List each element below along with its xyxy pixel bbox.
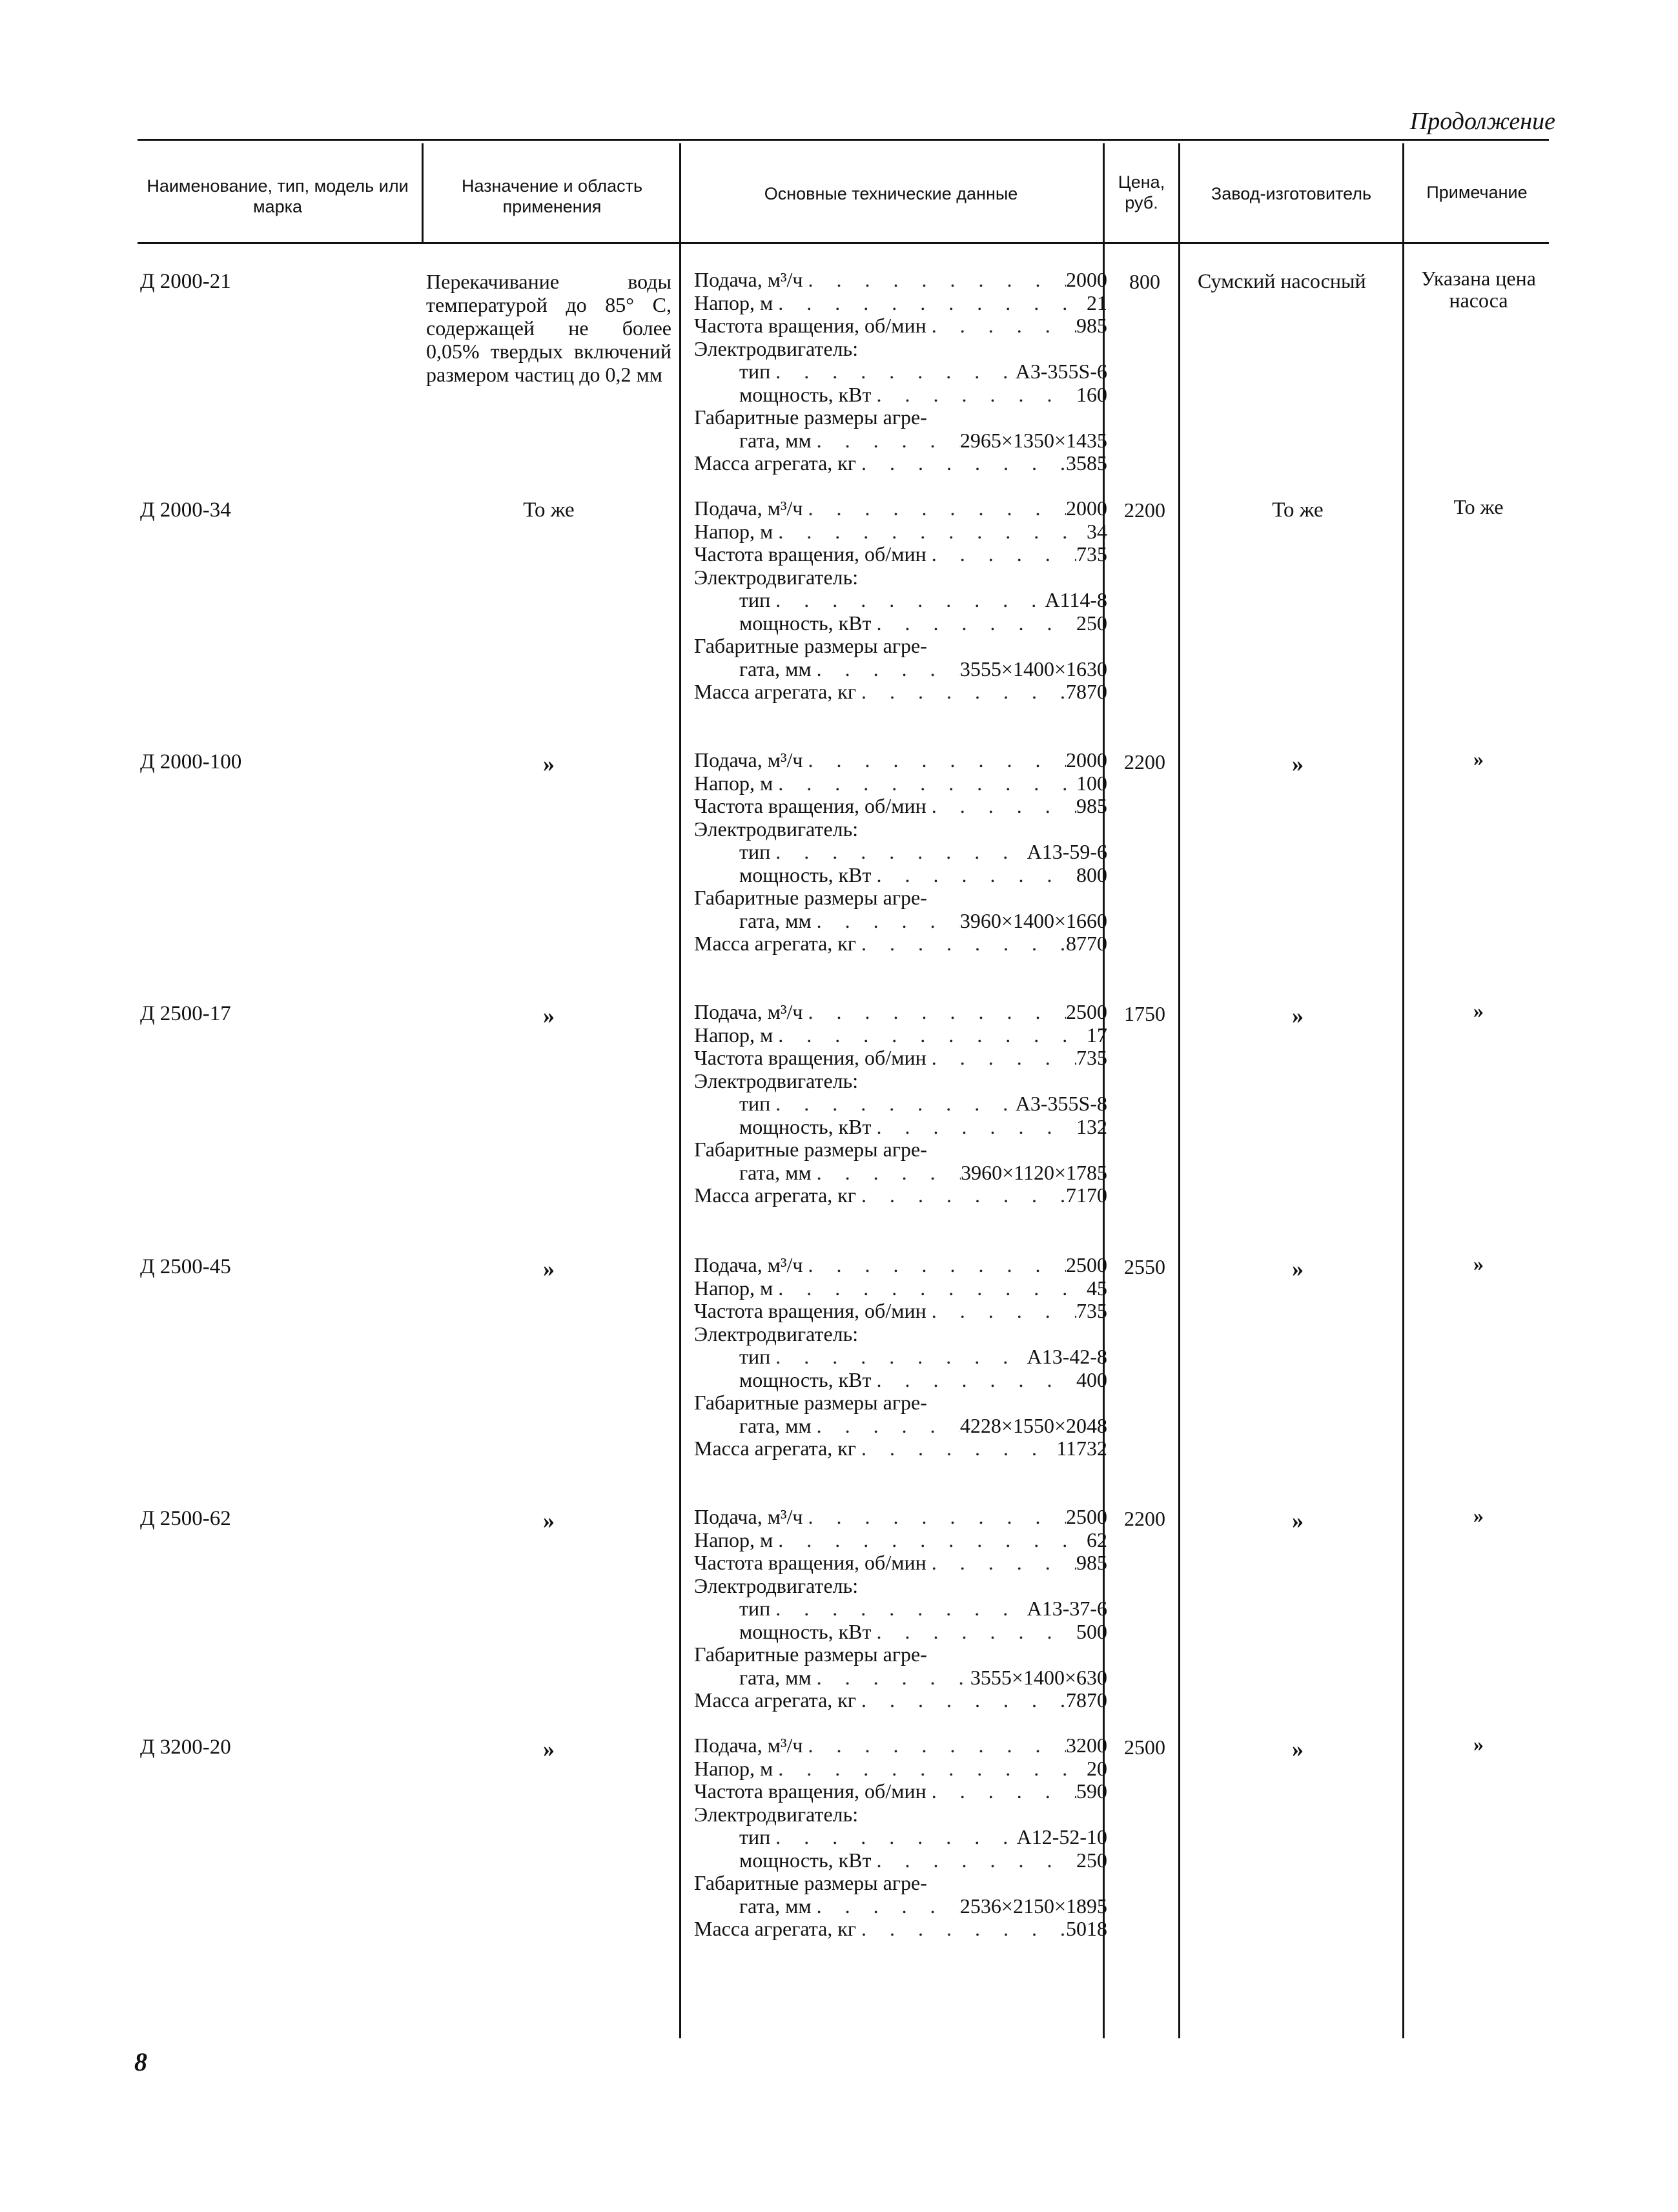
price-cell: 2200 (1124, 1507, 1165, 1530)
spec-rpm-label: Частота вращения, об/мин (694, 1551, 926, 1574)
spec-motor-label: Электродвигатель: (694, 336, 859, 360)
leader-dots (812, 429, 960, 453)
spec-flow-label: Подача, м³/ч (694, 1000, 803, 1023)
leader-dots (926, 1300, 1076, 1323)
spec-rpm (694, 1300, 1107, 1323)
spec-dims-label: гата, мм (739, 1894, 812, 1918)
spec-motor-type (694, 1092, 1107, 1116)
factory-cell: То же (1272, 498, 1324, 522)
spec-motor-type (694, 1597, 1107, 1621)
factory-cell: » (1292, 1003, 1304, 1029)
note-cell: То же (1453, 495, 1504, 518)
leader-dots (812, 1415, 960, 1438)
factory-cell: » (1292, 751, 1304, 777)
spec-dims (694, 1666, 1107, 1690)
leader-dots (856, 452, 1066, 475)
spec-dims (694, 1895, 1107, 1918)
leader-dots (770, 1346, 1027, 1369)
spec-mass (694, 932, 1107, 956)
pump-model: Д 2500-17 (140, 1002, 231, 1025)
spec-dims-heading-label: Габаритные размеры агре- (694, 1871, 927, 1894)
spec-mass-label: Масса агрегата, кг (694, 1183, 856, 1207)
spec-dims-label: гата, мм (739, 1665, 812, 1689)
spec-head-value: 45 (1087, 1276, 1107, 1300)
spec-mass-label: Масса агрегата, кг (694, 932, 856, 955)
spec-flow (694, 1734, 1107, 1757)
note-cell: » (1473, 1732, 1484, 1756)
leader-dots (856, 932, 1066, 956)
spec-dims-heading-label: Габаритные размеры агре- (694, 634, 927, 657)
leader-dots (856, 1918, 1066, 1941)
spec-block (694, 1254, 1107, 1460)
spec-motor-power (694, 384, 1107, 407)
factory-cell: » (1292, 1508, 1304, 1533)
spec-mass-value: 5018 (1066, 1917, 1107, 1940)
header-note: Примечание (1426, 183, 1528, 202)
spec-dims-heading (694, 886, 1107, 910)
note-cell: » (1473, 999, 1484, 1022)
leader-dots (770, 1826, 1016, 1849)
spec-head-value: 34 (1087, 519, 1107, 543)
price-cell: 2550 (1124, 1255, 1165, 1278)
spec-motor-power (694, 864, 1107, 887)
spec-flow-value: 2500 (1066, 1000, 1107, 1023)
spec-dims-value: 2536×2150×1895 (959, 1894, 1107, 1918)
pump-model: Д 2500-45 (140, 1255, 231, 1278)
spec-flow-value: 3200 (1066, 1734, 1107, 1757)
spec-flow (694, 269, 1107, 292)
spec-rpm-value: 735 (1076, 1299, 1107, 1322)
spec-dims-label: гата, мм (739, 428, 812, 452)
spec-motor-power-value: 500 (1076, 1619, 1107, 1643)
leader-dots (812, 1162, 961, 1185)
pump-model: Д 2000-21 (140, 270, 231, 293)
spec-motor-power-label: мощность, кВт (739, 1367, 872, 1391)
spec-dims-value: 3555×1400×630 (970, 1665, 1107, 1689)
leader-dots (871, 1621, 1076, 1644)
spec-dims-label: гата, мм (739, 1413, 812, 1437)
spec-head (694, 1529, 1107, 1552)
leader-dots (803, 1001, 1066, 1024)
spec-motor-type (694, 360, 1107, 384)
spec-mass-value: 3585 (1066, 451, 1107, 475)
spec-dims-value: 4228×1550×2048 (959, 1413, 1107, 1437)
spec-dims-label: гата, мм (739, 908, 812, 932)
purpose-cell: Перекачивание воды температурой до 85° С, содержащей не более 0,05% твердых включений размером частиц до 0,2 мм (426, 270, 671, 386)
leader-dots (812, 1666, 970, 1690)
spec-flow-label: Подача, м³/ч (694, 1505, 803, 1528)
spec-rpm-label: Частота вращения, об/мин (694, 794, 926, 817)
spec-flow (694, 1254, 1107, 1277)
spec-motor-power (694, 612, 1107, 635)
spec-mass-value: 7870 (1066, 1688, 1107, 1712)
leader-dots (856, 1689, 1066, 1712)
pump-model: Д 2000-34 (140, 498, 231, 522)
purpose-cell: » (543, 1508, 555, 1533)
column-divider-2 (679, 143, 681, 2038)
spec-motor (694, 566, 1107, 589)
spec-motor-type-value: А12-52-10 (1016, 1825, 1107, 1848)
leader-dots (926, 314, 1076, 338)
spec-motor-type-label: тип (739, 588, 771, 611)
leader-dots (773, 1529, 1087, 1552)
purpose-cell: » (543, 1003, 555, 1029)
spec-dims-heading (694, 1643, 1107, 1666)
spec-motor-power (694, 1116, 1107, 1139)
spec-flow-value: 2500 (1066, 1253, 1107, 1276)
spec-motor-power-label: мощность, кВт (739, 1619, 872, 1643)
spec-rpm-label: Частота вращения, об/мин (694, 1046, 926, 1069)
spec-mass-value: 7870 (1066, 680, 1107, 703)
spec-flow-label: Подача, м³/ч (694, 1734, 803, 1757)
spec-motor (694, 1803, 1107, 1827)
header-name: Наименование, тип, модель или марка (147, 176, 409, 216)
header-price: Цена, руб. (1118, 172, 1165, 212)
spec-rpm-value: 985 (1076, 1551, 1107, 1574)
spec-motor-label: Электродвигатель: (694, 1069, 859, 1092)
spec-dims-heading (694, 406, 1107, 429)
spec-rpm-value: 985 (1076, 314, 1107, 337)
spec-head-value: 100 (1076, 771, 1107, 795)
leader-dots (773, 1757, 1087, 1781)
header-factory: Завод-изготовитель (1211, 184, 1372, 203)
continuation-label: Продолжение (1409, 108, 1555, 135)
leader-dots (773, 520, 1087, 544)
spec-dims-heading (694, 1872, 1107, 1895)
factory-cell: Сумский насосный (1198, 269, 1366, 292)
spec-motor-label: Электродвигатель: (694, 565, 859, 589)
spec-rpm (694, 795, 1107, 818)
leader-dots (871, 612, 1076, 635)
spec-motor-type-value: А13-59-6 (1027, 840, 1107, 863)
spec-flow (694, 497, 1107, 520)
spec-motor-label: Электродвигатель: (694, 1573, 859, 1597)
spec-motor (694, 1070, 1107, 1093)
spec-rpm-label: Частота вращения, об/мин (694, 1299, 926, 1322)
spec-dims (694, 910, 1107, 933)
spec-flow (694, 1506, 1107, 1529)
spec-head-value: 21 (1087, 291, 1107, 314)
spec-rpm (694, 1551, 1107, 1575)
spec-dims-value: 3960×1120×1785 (961, 1160, 1107, 1184)
spec-head (694, 1277, 1107, 1300)
spec-motor-power-label: мощность, кВт (739, 1114, 872, 1138)
spec-dims-heading-label: Габаритные размеры агре- (694, 1643, 927, 1666)
spec-flow-label: Подача, м³/ч (694, 268, 803, 291)
leader-dots (871, 1116, 1076, 1139)
spec-motor-type (694, 841, 1107, 864)
spec-motor-power-value: 160 (1076, 382, 1107, 406)
spec-flow-value: 2000 (1066, 268, 1107, 291)
spec-rpm-label: Частота вращения, об/мин (694, 314, 926, 337)
spec-dims-label: гата, мм (739, 657, 812, 681)
spec-rpm-value: 590 (1076, 1779, 1107, 1803)
header-purpose: Назначение и область применения (461, 176, 643, 216)
spec-flow-value: 2000 (1066, 748, 1107, 772)
purpose-cell: » (543, 1256, 555, 1282)
spec-flow (694, 1001, 1107, 1024)
table-top-rule (138, 139, 1549, 141)
column-divider-5 (1402, 143, 1404, 2038)
spec-motor-type-label: тип (739, 1345, 771, 1368)
spec-motor-label: Электродвигатель: (694, 1322, 859, 1346)
spec-motor-type-label: тип (739, 1597, 771, 1620)
spec-motor-power-label: мощность, кВт (739, 382, 872, 406)
spec-dims-heading (694, 635, 1107, 658)
table-header-bottom-rule (138, 242, 1549, 244)
pump-model: Д 2000-100 (140, 750, 242, 773)
spec-dims-heading (694, 1138, 1107, 1162)
spec-head-label: Напор, м (694, 519, 773, 543)
price-cell: 2200 (1124, 498, 1165, 522)
spec-head (694, 1757, 1107, 1781)
spec-head (694, 1024, 1107, 1047)
spec-mass-value: 7170 (1066, 1183, 1107, 1207)
spec-mass (694, 681, 1107, 704)
spec-motor-type-label: тип (739, 360, 771, 383)
spec-motor-power-label: мощность, кВт (739, 1848, 872, 1872)
leader-dots (856, 1184, 1066, 1207)
spec-flow-value: 2500 (1066, 1505, 1107, 1528)
note-cell: » (1473, 1252, 1484, 1275)
spec-dims (694, 658, 1107, 681)
spec-motor-type-value: А3-355S-6 (1015, 360, 1107, 383)
spec-mass (694, 1184, 1107, 1207)
spec-flow-value: 2000 (1066, 497, 1107, 520)
note-cell: » (1473, 1504, 1484, 1527)
spec-motor-label: Электродвигатель: (694, 817, 859, 841)
leader-dots (871, 1849, 1076, 1872)
leader-dots (770, 589, 1045, 612)
leader-dots (803, 1254, 1066, 1277)
spec-block (694, 497, 1107, 704)
note-cell: » (1473, 747, 1484, 770)
column-divider-1 (422, 143, 424, 242)
spec-mass-label: Масса агрегата, кг (694, 680, 856, 703)
spec-rpm-value: 985 (1076, 794, 1107, 817)
spec-motor-type-value: А114-8 (1045, 588, 1107, 611)
spec-motor (694, 1323, 1107, 1346)
spec-rpm (694, 1047, 1107, 1070)
leader-dots (803, 749, 1066, 772)
purpose-cell: То же (523, 498, 575, 522)
spec-rpm (694, 314, 1107, 338)
spec-head-value: 17 (1087, 1023, 1107, 1047)
spec-motor-power-value: 132 (1076, 1114, 1107, 1138)
leader-dots (926, 795, 1076, 818)
spec-motor-type-label: тип (739, 1825, 771, 1848)
spec-mass-value: 8770 (1066, 932, 1107, 955)
spec-head-label: Напор, м (694, 1023, 773, 1047)
note-cell: Указана цена насоса (1421, 267, 1536, 312)
spec-block (694, 269, 1107, 475)
spec-block (694, 1506, 1107, 1712)
spec-motor-label: Электродвигатель: (694, 1802, 859, 1826)
spec-motor-power-value: 250 (1076, 611, 1107, 635)
leader-dots (812, 910, 960, 933)
leader-dots (773, 292, 1087, 315)
spec-head-label: Напор, м (694, 1756, 773, 1780)
spec-motor (694, 338, 1107, 361)
spec-mass-label: Масса агрегата, кг (694, 1917, 856, 1940)
spec-head (694, 772, 1107, 795)
spec-motor (694, 1575, 1107, 1598)
leader-dots (871, 384, 1076, 407)
spec-motor-type (694, 589, 1107, 612)
spec-motor-type (694, 1826, 1107, 1849)
spec-mass-label: Масса агрегата, кг (694, 451, 856, 475)
price-cell: 1750 (1124, 1002, 1165, 1025)
spec-dims-value: 3960×1400×1660 (959, 908, 1107, 932)
spec-block (694, 1001, 1107, 1207)
spec-rpm (694, 543, 1107, 566)
spec-head (694, 520, 1107, 544)
spec-dims-label: гата, мм (739, 1160, 812, 1184)
leader-dots (856, 681, 1066, 704)
spec-mass-label: Масса агрегата, кг (694, 1437, 856, 1460)
spec-head-value: 62 (1087, 1528, 1107, 1551)
leader-dots (770, 1597, 1027, 1621)
page-number: 8 (134, 2047, 147, 2076)
spec-head-value: 20 (1087, 1756, 1107, 1780)
spec-dims (694, 1162, 1107, 1185)
leader-dots (773, 1277, 1087, 1300)
leader-dots (773, 772, 1076, 795)
spec-dims-heading (694, 1391, 1107, 1415)
spec-motor-power (694, 1369, 1107, 1392)
spec-mass-value: 11732 (1056, 1437, 1107, 1460)
leader-dots (773, 1024, 1087, 1047)
spec-motor-power (694, 1621, 1107, 1644)
spec-motor-type-label: тип (739, 840, 771, 863)
leader-dots (926, 543, 1076, 566)
leader-dots (803, 1734, 1066, 1757)
price-cell: 800 (1129, 270, 1160, 293)
spec-motor-power (694, 1849, 1107, 1872)
spec-rpm (694, 1780, 1107, 1803)
spec-mass (694, 452, 1107, 475)
spec-rpm-label: Частота вращения, об/мин (694, 542, 926, 566)
spec-dims-value: 3555×1400×1630 (959, 657, 1107, 681)
spec-mass (694, 1437, 1107, 1460)
spec-flow-label: Подача, м³/ч (694, 1253, 803, 1276)
spec-block (694, 1734, 1107, 1941)
leader-dots (803, 497, 1066, 520)
leader-dots (770, 1092, 1016, 1116)
leader-dots (770, 360, 1016, 384)
spec-head-label: Напор, м (694, 1528, 773, 1551)
leader-dots (871, 864, 1076, 887)
spec-flow-label: Подача, м³/ч (694, 748, 803, 772)
spec-mass (694, 1689, 1107, 1712)
spec-motor-type (694, 1346, 1107, 1369)
purpose-cell: » (543, 1736, 555, 1762)
spec-motor-power-label: мощность, кВт (739, 863, 872, 886)
spec-rpm-value: 735 (1076, 1046, 1107, 1069)
price-cell: 2500 (1124, 1736, 1165, 1759)
spec-motor-power-value: 250 (1076, 1848, 1107, 1872)
spec-motor-type-value: А3-355S-8 (1015, 1092, 1107, 1115)
leader-dots (926, 1780, 1076, 1803)
price-cell: 2200 (1124, 750, 1165, 773)
spec-rpm-label: Частота вращения, об/мин (694, 1779, 926, 1803)
leader-dots (856, 1437, 1056, 1460)
spec-motor-type-value: А13-37-6 (1027, 1597, 1107, 1620)
spec-mass-label: Масса агрегата, кг (694, 1688, 856, 1712)
spec-motor-type-value: А13-42-8 (1027, 1345, 1107, 1368)
spec-dims-heading-label: Габаритные размеры агре- (694, 405, 927, 429)
leader-dots (926, 1551, 1076, 1575)
spec-block (694, 749, 1107, 956)
spec-dims-heading-label: Габаритные размеры агре- (694, 1391, 927, 1414)
spec-dims-heading-label: Габаритные размеры агре- (694, 886, 927, 909)
factory-cell: » (1292, 1256, 1304, 1282)
pump-model: Д 2500-62 (140, 1507, 231, 1530)
spec-motor (694, 818, 1107, 841)
purpose-cell: » (543, 751, 555, 777)
spec-head-label: Напор, м (694, 1276, 773, 1300)
spec-flow (694, 749, 1107, 772)
spec-motor-power-value: 400 (1076, 1367, 1107, 1391)
spec-dims-value: 2965×1350×1435 (959, 428, 1107, 452)
leader-dots (812, 658, 960, 681)
spec-rpm-value: 735 (1076, 542, 1107, 566)
factory-cell: » (1292, 1736, 1304, 1762)
spec-head (694, 292, 1107, 315)
spec-flow-label: Подача, м³/ч (694, 497, 803, 520)
header-specs: Основные технические данные (764, 184, 1018, 203)
spec-head-label: Напор, м (694, 291, 773, 314)
leader-dots (803, 269, 1066, 292)
spec-mass (694, 1918, 1107, 1941)
leader-dots (926, 1047, 1076, 1070)
leader-dots (803, 1506, 1066, 1529)
spec-dims (694, 1415, 1107, 1438)
leader-dots (812, 1895, 960, 1918)
pump-model: Д 3200-20 (140, 1736, 231, 1759)
spec-head-label: Напор, м (694, 771, 773, 795)
spec-dims-heading-label: Габаритные размеры агре- (694, 1138, 927, 1161)
spec-motor-power-value: 800 (1076, 863, 1107, 886)
leader-dots (770, 841, 1027, 864)
spec-motor-power-label: мощность, кВт (739, 611, 872, 635)
spec-dims (694, 429, 1107, 453)
spec-motor-type-label: тип (739, 1092, 771, 1115)
leader-dots (871, 1369, 1076, 1392)
